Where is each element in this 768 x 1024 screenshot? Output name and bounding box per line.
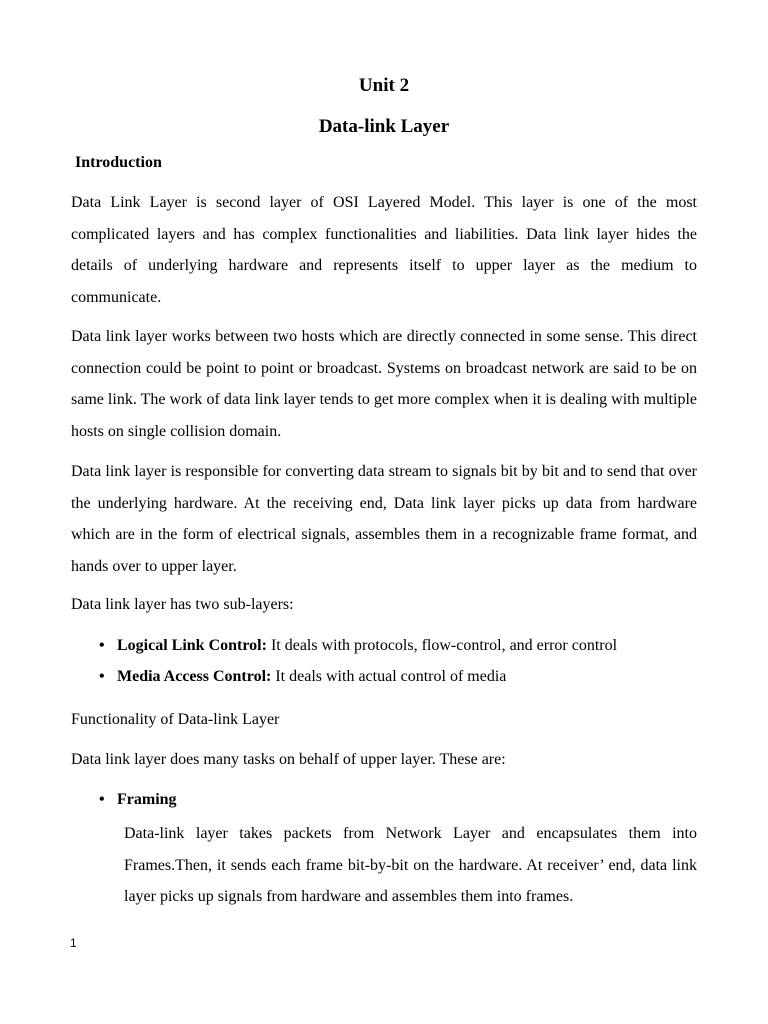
sublayers-intro: Data link layer has two sub-layers: xyxy=(71,596,294,613)
bullet-term: Logical Link Control: xyxy=(117,637,267,654)
introduction-heading: Introduction xyxy=(75,154,162,171)
functionality-intro: Data link layer does many tasks on behalf of upper layer. These are: xyxy=(71,751,506,768)
paragraph-signals: Data link layer is responsible for converting data stream to signals bit by bit and to send that over the underlying hardware. At the receiving end, Data link layer picks up data from hardware which are in the form of electrical signals, assembles them in a recognizable frame format, and hands over to upper layer. xyxy=(71,463,697,575)
bullet-term: Media Access Control: xyxy=(117,668,272,685)
bullet-text: It deals with protocols, flow-control, and error control xyxy=(266,637,618,654)
paragraph-hosts: Data link layer works between two hosts which are directly connected in some sense. This direct connection could be point to point or broadcast. Systems on broadcast network are said to be on same link. The work of data link layer tends to get more complex when it is dealing with multiple hosts on single collision domain. xyxy=(71,328,697,440)
bullet-item-framing xyxy=(99,791,177,809)
bullet-term: Framing xyxy=(117,791,177,808)
framing-description: Data-link layer takes packets from Network Layer and encapsulates them into Frames.Then, it sends each frame bit-by-bit on the hardware. At receiver’ end, data link layer picks up signals from hardware and assembles them into frames. xyxy=(124,825,697,905)
chapter-title: Data-link Layer xyxy=(318,116,450,137)
bullet-icon: • xyxy=(99,668,105,685)
unit-title: Unit 2 xyxy=(358,75,410,96)
paragraph-intro: Data Link Layer is second layer of OSI Layered Model. This layer is one of the most complicated layers and has complex functionalities and liabilities. Data link layer hides the details of underlying hardware and represents itself to upper layer as the medium to communicate. xyxy=(71,194,697,306)
bullet-text: It deals with actual control of media xyxy=(271,668,507,685)
bullet-item-llc xyxy=(99,637,617,655)
bullet-item-mac xyxy=(99,668,506,686)
bullet-icon: • xyxy=(99,791,105,808)
bullet-icon: • xyxy=(99,637,105,654)
functionality-heading: Functionality of Data-link Layer xyxy=(71,711,280,728)
page-number: 1 xyxy=(70,936,77,950)
